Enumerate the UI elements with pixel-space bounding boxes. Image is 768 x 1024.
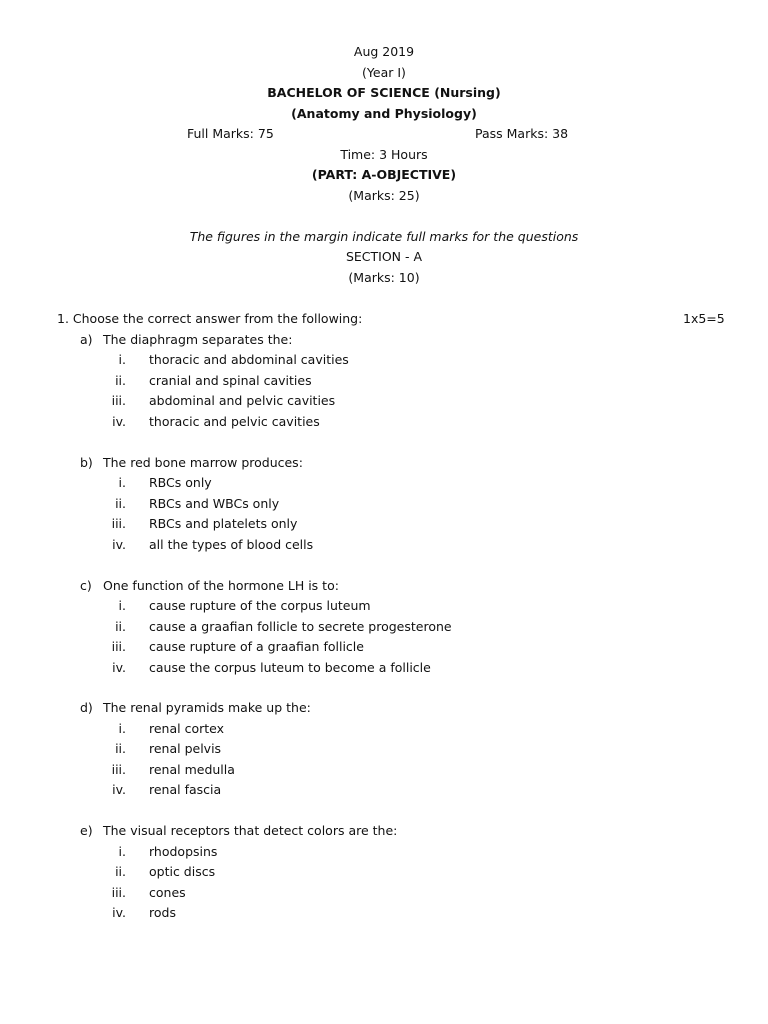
exam-date: Aug 2019 [353,44,415,59]
option-number: iii. [111,762,126,777]
option-number: i. [118,721,126,736]
option-text: thoracic and pelvic cavities [149,414,320,429]
option-text: cause a graafian follicle to secrete progesterone [149,619,452,634]
option-number: i. [118,844,126,859]
option-number: ii. [115,619,126,634]
part-title: (PART: A-OBJECTIVE) [311,167,457,182]
subject-title: (Anatomy and Physiology) [291,106,477,121]
question-1-marks: 1x5=5 [683,311,725,326]
option-number: iv. [112,414,126,429]
option-number: iv. [112,660,126,675]
option-text: renal fascia [149,782,222,797]
option-text: cause the corpus luteum to become a follicle [149,660,431,675]
part-question: The diaphragm separates the: [103,332,293,347]
option-number: iii. [111,393,126,408]
part-label: c) [80,578,92,593]
option-number: iv. [112,782,126,797]
option-text: abdominal and pelvic cavities [149,393,336,408]
option-number: ii. [115,496,126,511]
option-text: all the types of blood cells [149,537,314,552]
question-1-text: 1. Choose the correct answer from the following: [57,311,363,326]
option-number: i. [118,352,126,367]
option-text: thoracic and abdominal cavities [149,352,349,367]
option-number: ii. [115,864,126,879]
exam-year: (Year I) [362,65,406,80]
option-number: iii. [111,639,126,654]
part-question: The red bone marrow produces: [103,455,303,470]
part-question: One function of the hormone LH is to: [103,578,339,593]
section-title: SECTION - A [345,249,423,264]
part-label: e) [80,823,93,838]
option-text: RBCs only [149,475,212,490]
option-number: iii. [111,885,126,900]
part-label: a) [80,332,93,347]
section-marks: (Marks: 10) [348,270,420,285]
degree-title: BACHELOR OF SCIENCE (Nursing) [267,85,501,100]
option-text: renal pelvis [149,741,222,756]
part-question: The renal pyramids make up the: [103,700,311,715]
exam-time: Time: 3 Hours [340,147,428,162]
option-text: rods [149,905,176,920]
part-marks: (Marks: 25) [348,188,420,203]
option-text: cranial and spinal cavities [149,373,312,388]
option-number: iv. [112,905,126,920]
option-text: optic discs [149,864,216,879]
option-number: ii. [115,373,126,388]
option-number: iv. [112,537,126,552]
pass-marks: Pass Marks: 38 [475,126,569,141]
full-marks: Full Marks: 75 [187,126,274,141]
option-text: cause rupture of a graafian follicle [149,639,364,654]
option-text: cause rupture of the corpus luteum [149,598,371,613]
option-number: i. [118,598,126,613]
option-text: renal medulla [149,762,235,777]
option-number: iii. [111,516,126,531]
part-label: d) [80,700,93,715]
option-text: RBCs and platelets only [149,516,298,531]
option-number: i. [118,475,126,490]
instruction-text: The figures in the margin indicate full marks for the questions [189,229,579,244]
option-text: renal cortex [149,721,225,736]
part-label: b) [80,455,93,470]
option-number: ii. [115,741,126,756]
option-text: rhodopsins [149,844,218,859]
part-question: The visual receptors that detect colors are the: [103,823,398,838]
option-text: RBCs and WBCs only [149,496,280,511]
option-text: cones [149,885,186,900]
